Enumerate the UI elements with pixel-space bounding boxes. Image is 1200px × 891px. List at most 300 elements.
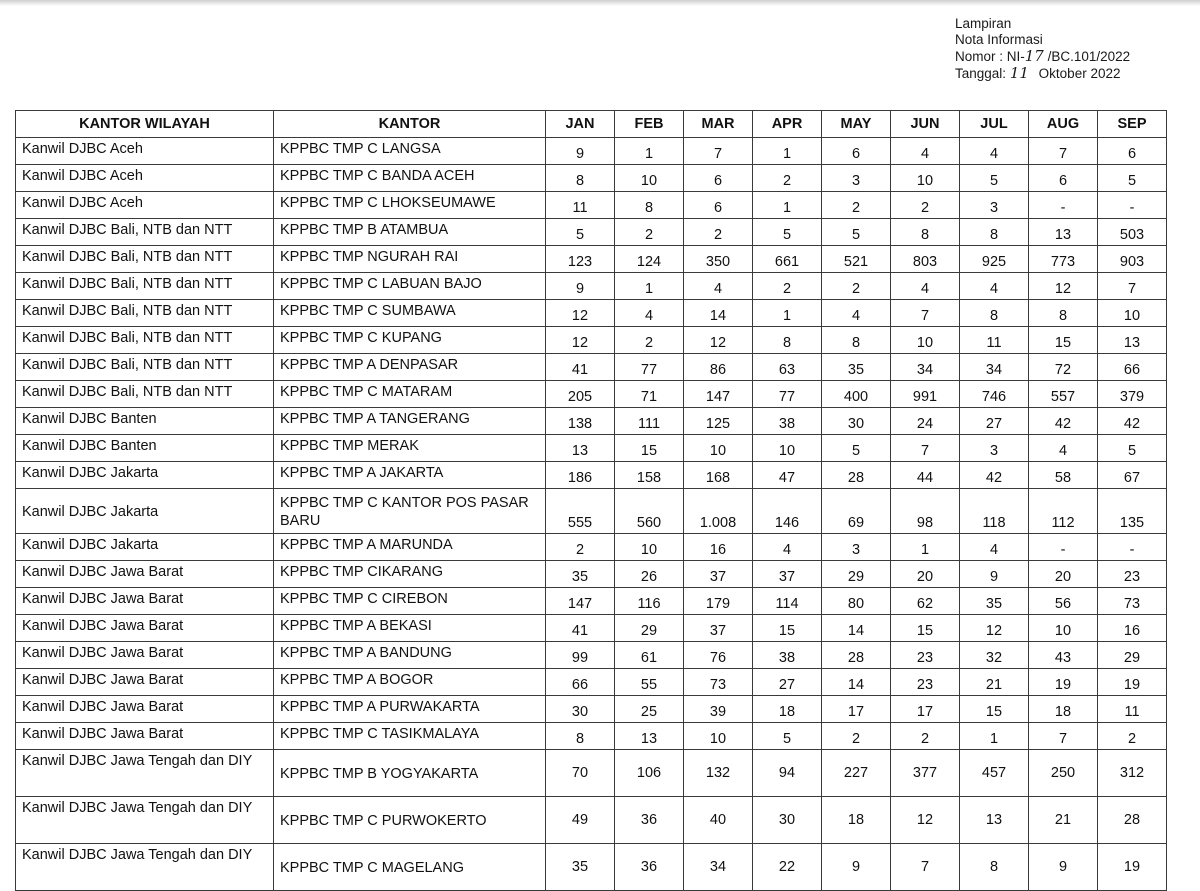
month-value-cell: 4 — [1029, 435, 1098, 462]
month-value-cell: 9 — [960, 561, 1029, 588]
table-row — [16, 669, 1167, 696]
month-value-cell: 1 — [753, 138, 822, 165]
table-row — [16, 696, 1167, 723]
month-value-cell: 19 — [1098, 844, 1167, 891]
customs-office-monthly-table — [15, 110, 1167, 891]
column-header-apr: APR — [753, 111, 822, 138]
kantor-cell: KPPBC TMP MERAK — [274, 435, 546, 462]
month-value-cell: 8 — [960, 219, 1029, 246]
month-value-cell: 138 — [546, 408, 615, 435]
month-value-cell: 28 — [822, 642, 891, 669]
month-value-cell: 2 — [1098, 723, 1167, 750]
month-value-cell: 13 — [1098, 327, 1167, 354]
kantor-cell: KPPBC TMP C LHOKSEUMAWE — [274, 192, 546, 219]
month-value-cell: 39 — [684, 696, 753, 723]
month-value-cell: 9 — [1029, 844, 1098, 891]
month-value-cell: 10 — [1098, 300, 1167, 327]
month-value-cell: 125 — [684, 408, 753, 435]
month-value-cell: 2 — [615, 327, 684, 354]
month-value-cell: 69 — [822, 489, 891, 534]
column-header-jun: JUN — [891, 111, 960, 138]
month-value-cell: 20 — [891, 561, 960, 588]
month-value-cell: 3 — [960, 192, 1029, 219]
month-value-cell: 312 — [1098, 750, 1167, 797]
month-value-cell: 14 — [822, 669, 891, 696]
kantor-cell: KPPBC TMP A BEKASI — [274, 615, 546, 642]
month-value-cell: 521 — [822, 246, 891, 273]
kantor-cell: KPPBC TMP C LABUAN BAJO — [274, 273, 546, 300]
month-value-cell: 4 — [684, 273, 753, 300]
month-value-cell: 147 — [546, 588, 615, 615]
table-row — [16, 750, 1167, 797]
month-value-cell: 4 — [960, 273, 1029, 300]
month-value-cell: 29 — [822, 561, 891, 588]
month-value-cell: 10 — [684, 723, 753, 750]
month-value-cell: 112 — [1029, 489, 1098, 534]
kantor-wilayah-cell: Kanwil DJBC Jakarta — [16, 489, 274, 534]
kantor-wilayah-cell: Kanwil DJBC Bali, NTB dan NTT — [16, 246, 274, 273]
column-header-jan: JAN — [546, 111, 615, 138]
table-row — [16, 219, 1167, 246]
month-value-cell: 35 — [546, 561, 615, 588]
month-value-cell: 18 — [822, 797, 891, 844]
month-value-cell: 1 — [753, 192, 822, 219]
month-value-cell: 12 — [546, 300, 615, 327]
kantor-wilayah-cell: Kanwil DJBC Banten — [16, 408, 274, 435]
month-value-cell: 4 — [822, 300, 891, 327]
month-value-cell: 44 — [891, 462, 960, 489]
month-value-cell: 8 — [546, 165, 615, 192]
month-value-cell: 10 — [891, 165, 960, 192]
month-value-cell: 8 — [960, 844, 1029, 891]
month-value-cell: 2 — [822, 723, 891, 750]
kantor-wilayah-cell: Kanwil DJBC Aceh — [16, 192, 274, 219]
kantor-cell: KPPBC TMP B ATAMBUA — [274, 219, 546, 246]
month-value-cell: 24 — [891, 408, 960, 435]
month-value-cell: 15 — [1029, 327, 1098, 354]
month-value-cell: 5 — [546, 219, 615, 246]
month-value-cell: 5 — [960, 165, 1029, 192]
month-value-cell: 73 — [684, 669, 753, 696]
kantor-cell: KPPBC TMP NGURAH RAI — [274, 246, 546, 273]
month-value-cell: 2 — [822, 273, 891, 300]
month-value-cell: 72 — [1029, 354, 1098, 381]
kantor-wilayah-cell: Kanwil DJBC Jakarta — [16, 534, 274, 561]
month-value-cell: - — [1029, 534, 1098, 561]
month-value-cell: 6 — [822, 138, 891, 165]
note-number-label: Nomor : NI- — [955, 49, 1025, 64]
month-value-cell: 16 — [684, 534, 753, 561]
month-value-cell: 2 — [753, 165, 822, 192]
kantor-cell: KPPBC TMP C MATARAM — [274, 381, 546, 408]
month-value-cell: 23 — [1098, 561, 1167, 588]
kantor-cell: KPPBC TMP A PURWAKARTA — [274, 696, 546, 723]
month-value-cell: 5 — [1098, 165, 1167, 192]
month-value-cell: 4 — [891, 138, 960, 165]
month-value-cell: 205 — [546, 381, 615, 408]
table-row — [16, 354, 1167, 381]
month-value-cell: 56 — [1029, 588, 1098, 615]
month-value-cell: 400 — [822, 381, 891, 408]
month-value-cell: 8 — [753, 327, 822, 354]
month-value-cell: 38 — [753, 642, 822, 669]
month-value-cell: 8 — [960, 300, 1029, 327]
month-value-cell: - — [1098, 534, 1167, 561]
table-body — [16, 138, 1167, 891]
table-header-row — [16, 111, 1167, 138]
month-value-cell: 18 — [1029, 696, 1098, 723]
month-value-cell: 6 — [1029, 165, 1098, 192]
month-value-cell: 11 — [1098, 696, 1167, 723]
month-value-cell: 135 — [1098, 489, 1167, 534]
month-value-cell: 12 — [684, 327, 753, 354]
kantor-wilayah-cell: Kanwil DJBC Jawa Barat — [16, 642, 274, 669]
kantor-wilayah-cell: Kanwil DJBC Bali, NTB dan NTT — [16, 273, 274, 300]
month-value-cell: 179 — [684, 588, 753, 615]
kantor-wilayah-cell: Kanwil DJBC Jawa Tengah dan DIY — [16, 797, 274, 844]
month-value-cell: 35 — [960, 588, 1029, 615]
month-value-cell: 67 — [1098, 462, 1167, 489]
month-value-cell: 41 — [546, 354, 615, 381]
month-value-cell: 16 — [1098, 615, 1167, 642]
month-value-cell: 71 — [615, 381, 684, 408]
month-value-cell: 11 — [546, 192, 615, 219]
month-value-cell: 13 — [1029, 219, 1098, 246]
month-value-cell: 350 — [684, 246, 753, 273]
month-value-cell: 2 — [891, 723, 960, 750]
table-row — [16, 489, 1167, 534]
month-value-cell: 99 — [546, 642, 615, 669]
month-value-cell: 1.008 — [684, 489, 753, 534]
month-value-cell: 34 — [960, 354, 1029, 381]
month-value-cell: 70 — [546, 750, 615, 797]
month-value-cell: 560 — [615, 489, 684, 534]
month-value-cell: 12 — [546, 327, 615, 354]
kantor-cell: KPPBC TMP B YOGYAKARTA — [274, 750, 546, 797]
month-value-cell: 3 — [960, 435, 1029, 462]
note-date-handwritten: 11 — [1009, 64, 1029, 82]
month-value-cell: 42 — [1029, 408, 1098, 435]
month-value-cell: 26 — [615, 561, 684, 588]
kantor-wilayah-cell: Kanwil DJBC Jawa Tengah dan DIY — [16, 844, 274, 891]
month-value-cell: 10 — [615, 165, 684, 192]
kantor-cell: KPPBC TMP A JAKARTA — [274, 462, 546, 489]
month-value-cell: 17 — [891, 696, 960, 723]
month-value-cell: 10 — [684, 435, 753, 462]
column-header-may: MAY — [822, 111, 891, 138]
month-value-cell: 2 — [822, 192, 891, 219]
note-attachment-label: Lampiran — [955, 16, 1012, 31]
kantor-wilayah-cell: Kanwil DJBC Bali, NTB dan NTT — [16, 300, 274, 327]
month-value-cell: 66 — [1098, 354, 1167, 381]
kantor-cell: KPPBC TMP C BANDA ACEH — [274, 165, 546, 192]
table-row — [16, 381, 1167, 408]
month-value-cell: 8 — [546, 723, 615, 750]
kantor-cell: KPPBC TMP A BOGOR — [274, 669, 546, 696]
month-value-cell: 7 — [891, 300, 960, 327]
kantor-cell: KPPBC TMP C PURWOKERTO — [274, 797, 546, 844]
table-row — [16, 642, 1167, 669]
kantor-wilayah-cell: Kanwil DJBC Jawa Barat — [16, 723, 274, 750]
table-row — [16, 138, 1167, 165]
month-value-cell: 30 — [753, 797, 822, 844]
kantor-wilayah-cell: Kanwil DJBC Bali, NTB dan NTT — [16, 327, 274, 354]
kantor-wilayah-cell: Kanwil DJBC Banten — [16, 435, 274, 462]
month-value-cell: - — [1098, 192, 1167, 219]
table-row — [16, 588, 1167, 615]
month-value-cell: 12 — [891, 797, 960, 844]
month-value-cell: 7 — [684, 138, 753, 165]
table-row — [16, 615, 1167, 642]
month-value-cell: 5 — [822, 435, 891, 462]
month-value-cell: 9 — [546, 138, 615, 165]
month-value-cell: 557 — [1029, 381, 1098, 408]
kantor-wilayah-cell: Kanwil DJBC Jawa Barat — [16, 561, 274, 588]
month-value-cell: 106 — [615, 750, 684, 797]
note-date-suffix: Oktober 2022 — [1038, 66, 1121, 81]
month-value-cell: 168 — [684, 462, 753, 489]
month-value-cell: 23 — [891, 669, 960, 696]
month-value-cell: 41 — [546, 615, 615, 642]
kantor-cell: KPPBC TMP A MARUNDA — [274, 534, 546, 561]
kantor-wilayah-cell: Kanwil DJBC Jawa Tengah dan DIY — [16, 750, 274, 797]
month-value-cell: 19 — [1029, 669, 1098, 696]
month-value-cell: 2 — [891, 192, 960, 219]
kantor-wilayah-cell: Kanwil DJBC Jawa Barat — [16, 669, 274, 696]
month-value-cell: 15 — [753, 615, 822, 642]
month-value-cell: 1 — [615, 138, 684, 165]
month-value-cell: 5 — [753, 219, 822, 246]
kantor-wilayah-cell: Kanwil DJBC Jawa Barat — [16, 615, 274, 642]
month-value-cell: 8 — [891, 219, 960, 246]
column-header-kantor-wilayah: KANTOR WILAYAH — [16, 111, 274, 138]
month-value-cell: 35 — [822, 354, 891, 381]
month-value-cell: 32 — [960, 642, 1029, 669]
month-value-cell: 4 — [753, 534, 822, 561]
month-value-cell: 4 — [891, 273, 960, 300]
month-value-cell: 2 — [684, 219, 753, 246]
kantor-wilayah-cell: Kanwil DJBC Jawa Barat — [16, 588, 274, 615]
month-value-cell: 6 — [1098, 138, 1167, 165]
month-value-cell: 7 — [891, 844, 960, 891]
kantor-cell: KPPBC TMP C TASIKMALAYA — [274, 723, 546, 750]
month-value-cell: 36 — [615, 844, 684, 891]
month-value-cell: 42 — [960, 462, 1029, 489]
note-number-line — [955, 48, 1130, 65]
month-value-cell: 1 — [615, 273, 684, 300]
month-value-cell: 116 — [615, 588, 684, 615]
month-value-cell: 36 — [615, 797, 684, 844]
month-value-cell: 6 — [684, 192, 753, 219]
month-value-cell: 77 — [753, 381, 822, 408]
month-value-cell: 5 — [822, 219, 891, 246]
month-value-cell: 20 — [1029, 561, 1098, 588]
month-value-cell: 1 — [891, 534, 960, 561]
month-value-cell: 8 — [822, 327, 891, 354]
month-value-cell: 34 — [891, 354, 960, 381]
month-value-cell: 118 — [960, 489, 1029, 534]
month-value-cell: 9 — [546, 273, 615, 300]
month-value-cell: 19 — [1098, 669, 1167, 696]
note-number-suffix: /BC.101/2022 — [1047, 49, 1131, 64]
month-value-cell: 27 — [960, 408, 1029, 435]
column-header-mar: MAR — [684, 111, 753, 138]
note-date-label: Tanggal: — [955, 66, 1007, 81]
month-value-cell: 14 — [822, 615, 891, 642]
month-value-cell: 35 — [546, 844, 615, 891]
table-row — [16, 797, 1167, 844]
table-row — [16, 408, 1167, 435]
table-row — [16, 435, 1167, 462]
kantor-wilayah-cell: Kanwil DJBC Bali, NTB dan NTT — [16, 219, 274, 246]
kantor-cell: KPPBC TMP C LANGSA — [274, 138, 546, 165]
month-value-cell: 80 — [822, 588, 891, 615]
scan-top-edge — [0, 0, 1200, 6]
month-value-cell: 12 — [960, 615, 1029, 642]
note-date-line — [955, 65, 1130, 82]
month-value-cell: 42 — [1098, 408, 1167, 435]
month-value-cell: 77 — [615, 354, 684, 381]
table-row — [16, 561, 1167, 588]
table-row — [16, 273, 1167, 300]
month-value-cell: 3 — [822, 534, 891, 561]
month-value-cell: 114 — [753, 588, 822, 615]
month-value-cell: 147 — [684, 381, 753, 408]
month-value-cell: 773 — [1029, 246, 1098, 273]
kantor-cell: KPPBC TMP C KANTOR POS PASAR BARU — [274, 489, 546, 534]
table-row — [16, 462, 1167, 489]
month-value-cell: 76 — [684, 642, 753, 669]
month-value-cell: 13 — [960, 797, 1029, 844]
month-value-cell: 1 — [960, 723, 1029, 750]
month-value-cell: 28 — [1098, 797, 1167, 844]
month-value-cell: 2 — [546, 534, 615, 561]
kantor-wilayah-cell: Kanwil DJBC Aceh — [16, 165, 274, 192]
table-row — [16, 246, 1167, 273]
month-value-cell: 10 — [1029, 615, 1098, 642]
kantor-cell: KPPBC TMP CIKARANG — [274, 561, 546, 588]
month-value-cell: 3 — [822, 165, 891, 192]
month-value-cell: - — [1029, 192, 1098, 219]
month-value-cell: 22 — [753, 844, 822, 891]
kantor-cell: KPPBC TMP A BANDUNG — [274, 642, 546, 669]
month-value-cell: 4 — [960, 138, 1029, 165]
month-value-cell: 13 — [546, 435, 615, 462]
month-value-cell: 123 — [546, 246, 615, 273]
month-value-cell: 132 — [684, 750, 753, 797]
kantor-wilayah-cell: Kanwil DJBC Jawa Barat — [16, 696, 274, 723]
month-value-cell: 23 — [891, 642, 960, 669]
month-value-cell: 37 — [684, 615, 753, 642]
month-value-cell: 1 — [753, 300, 822, 327]
month-value-cell: 37 — [684, 561, 753, 588]
month-value-cell: 21 — [960, 669, 1029, 696]
month-value-cell: 5 — [1098, 435, 1167, 462]
month-value-cell: 30 — [822, 408, 891, 435]
month-value-cell: 555 — [546, 489, 615, 534]
month-value-cell: 47 — [753, 462, 822, 489]
month-value-cell: 86 — [684, 354, 753, 381]
table-row — [16, 327, 1167, 354]
month-value-cell: 746 — [960, 381, 1029, 408]
table-row — [16, 723, 1167, 750]
month-value-cell: 4 — [960, 534, 1029, 561]
month-value-cell: 7 — [891, 435, 960, 462]
month-value-cell: 2 — [753, 273, 822, 300]
month-value-cell: 12 — [1029, 273, 1098, 300]
month-value-cell: 124 — [615, 246, 684, 273]
month-value-cell: 40 — [684, 797, 753, 844]
kantor-wilayah-cell: Kanwil DJBC Bali, NTB dan NTT — [16, 354, 274, 381]
month-value-cell: 73 — [1098, 588, 1167, 615]
kantor-cell: KPPBC TMP C MAGELANG — [274, 844, 546, 891]
kantor-wilayah-cell: Kanwil DJBC Jakarta — [16, 462, 274, 489]
kantor-cell: KPPBC TMP A TANGERANG — [274, 408, 546, 435]
month-value-cell: 34 — [684, 844, 753, 891]
month-value-cell: 18 — [753, 696, 822, 723]
month-value-cell: 10 — [891, 327, 960, 354]
month-value-cell: 7 — [1029, 138, 1098, 165]
kantor-wilayah-cell: Kanwil DJBC Bali, NTB dan NTT — [16, 381, 274, 408]
month-value-cell: 66 — [546, 669, 615, 696]
month-value-cell: 4 — [615, 300, 684, 327]
column-header-feb: FEB — [615, 111, 684, 138]
month-value-cell: 8 — [1029, 300, 1098, 327]
table-row — [16, 165, 1167, 192]
kantor-cell: KPPBC TMP A DENPASAR — [274, 354, 546, 381]
month-value-cell: 43 — [1029, 642, 1098, 669]
month-value-cell: 903 — [1098, 246, 1167, 273]
table-row — [16, 844, 1167, 891]
note-title: Nota Informasi — [955, 32, 1043, 47]
month-value-cell: 377 — [891, 750, 960, 797]
month-value-cell: 98 — [891, 489, 960, 534]
month-value-cell: 63 — [753, 354, 822, 381]
month-value-cell: 158 — [615, 462, 684, 489]
month-value-cell: 5 — [753, 723, 822, 750]
month-value-cell: 94 — [753, 750, 822, 797]
month-value-cell: 38 — [753, 408, 822, 435]
month-value-cell: 17 — [822, 696, 891, 723]
month-value-cell: 62 — [891, 588, 960, 615]
month-value-cell: 15 — [960, 696, 1029, 723]
month-value-cell: 29 — [1098, 642, 1167, 669]
month-value-cell: 21 — [1029, 797, 1098, 844]
month-value-cell: 803 — [891, 246, 960, 273]
kantor-cell: KPPBC TMP C SUMBAWA — [274, 300, 546, 327]
month-value-cell: 58 — [1029, 462, 1098, 489]
month-value-cell: 29 — [615, 615, 684, 642]
month-value-cell: 146 — [753, 489, 822, 534]
month-value-cell: 2 — [615, 219, 684, 246]
month-value-cell: 25 — [615, 696, 684, 723]
column-header-sep: SEP — [1098, 111, 1167, 138]
month-value-cell: 61 — [615, 642, 684, 669]
month-value-cell: 379 — [1098, 381, 1167, 408]
month-value-cell: 10 — [753, 435, 822, 462]
month-value-cell: 7 — [1098, 273, 1167, 300]
column-header-jul: JUL — [960, 111, 1029, 138]
month-value-cell: 250 — [1029, 750, 1098, 797]
month-value-cell: 15 — [615, 435, 684, 462]
document-reference-note — [955, 16, 1130, 82]
month-value-cell: 15 — [891, 615, 960, 642]
month-value-cell: 227 — [822, 750, 891, 797]
month-value-cell: 28 — [822, 462, 891, 489]
month-value-cell: 13 — [615, 723, 684, 750]
month-value-cell: 925 — [960, 246, 1029, 273]
kantor-wilayah-cell: Kanwil DJBC Aceh — [16, 138, 274, 165]
